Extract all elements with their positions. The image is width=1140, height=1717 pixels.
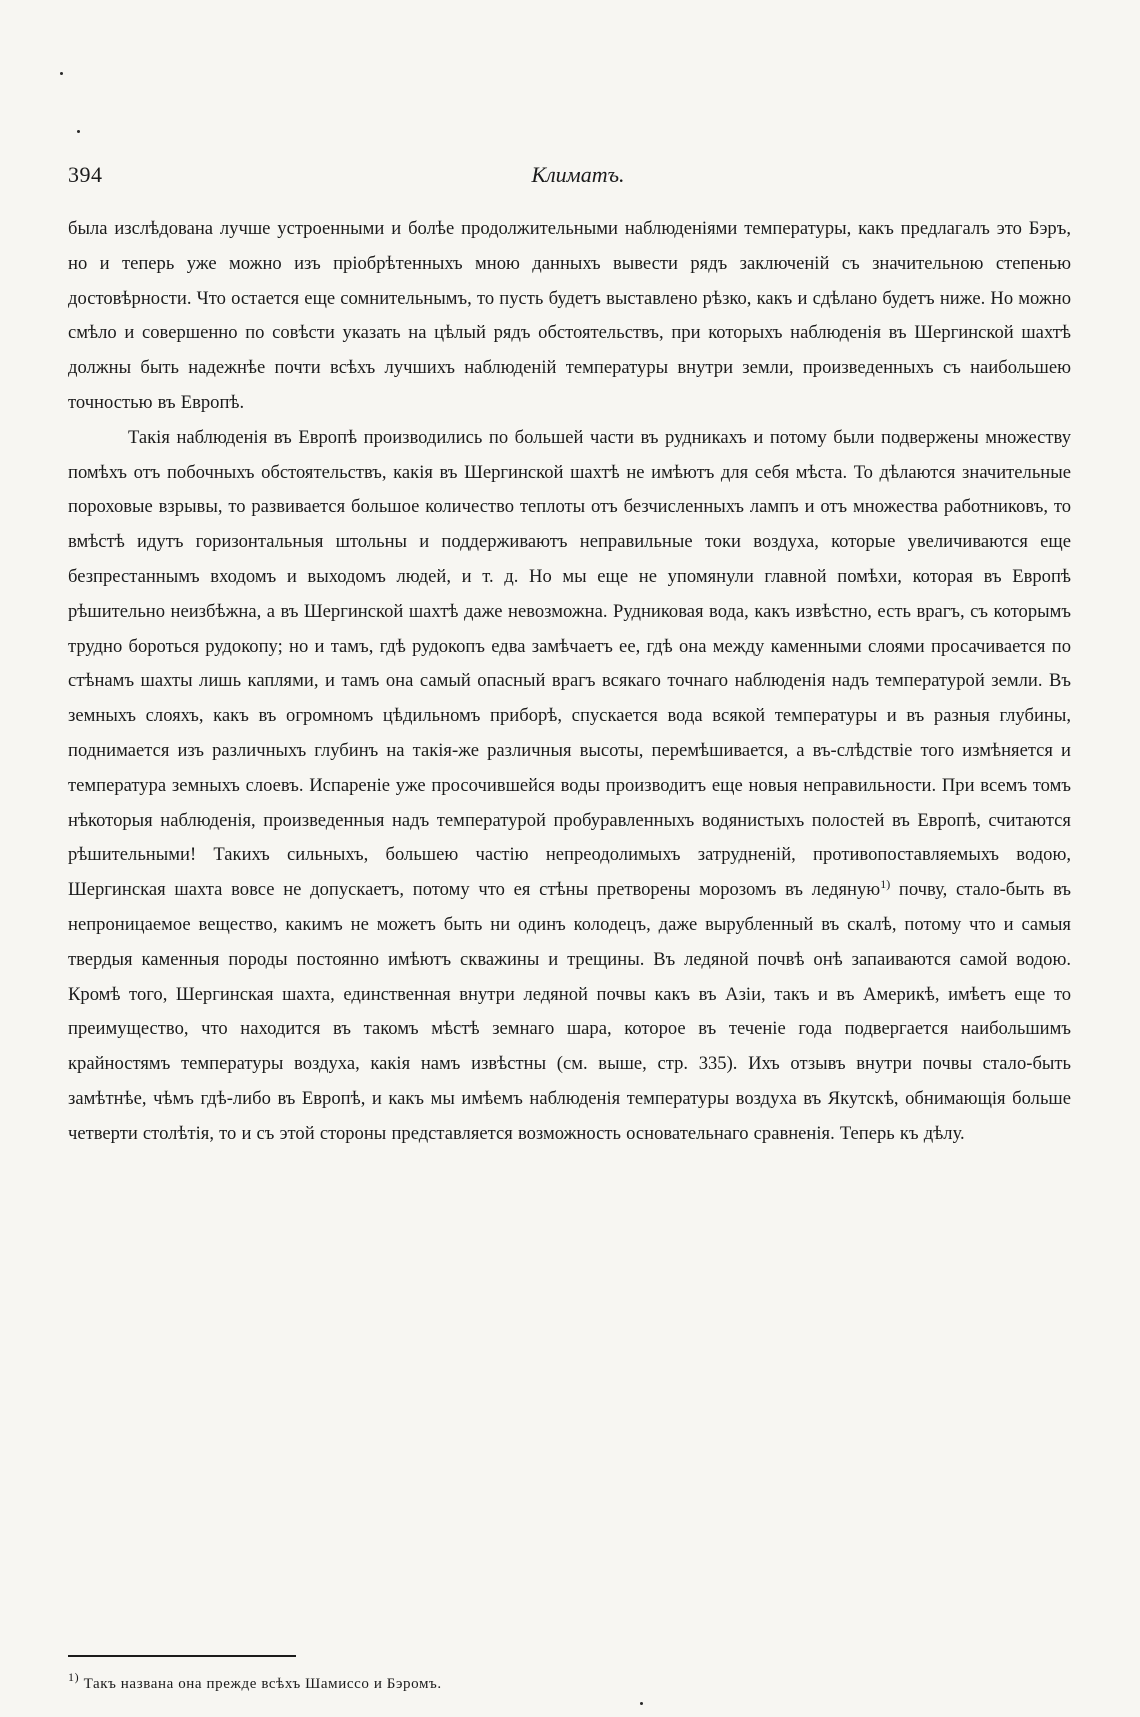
running-title: Климатъ.	[531, 162, 625, 187]
page-header	[68, 162, 1071, 196]
page-number: 394	[68, 162, 103, 187]
footnote-reference[interactable]: 1)	[880, 877, 891, 892]
paragraph-continued: была изслѣдована лучше устроенными и болѣе продолжительными наблюденіями температуры, какъ предлагалъ это Бэръ, но и теперь уже можно изъ пріобрѣтенныхъ мною данныхъ вывести рядъ заключеній съ значительною степенью достовѣрности. Что остается еще сомнительнымъ, то пусть будетъ выставлено рѣзко, какъ и сдѣлано будетъ ниже. Но можно смѣло и совершенно по совѣсти указать на цѣлый рядъ обстоятельствъ, при которыхъ наблюденія въ Шергинской шахтѣ должны быть надежнѣе почти всѣхъ лучшихъ наблюденій температуры внутри земли, произведенныхъ съ наибольшею точностью въ Европѣ.	[68, 218, 1071, 413]
footnote	[68, 1670, 442, 1693]
scan-speck	[640, 1702, 643, 1705]
footnote-separator	[68, 1655, 296, 1657]
paragraph-main	[68, 421, 1071, 1152]
footnote-text: Такъ названа она прежде всѣхъ Шамиссо и Бэромъ.	[83, 1676, 442, 1692]
scan-speck	[60, 72, 63, 75]
paragraph-main-text-after-note: почву, стало-быть въ непроницаемое вещество, какимъ не можетъ быть ни одинъ колодецъ, даже вырубленный въ скалѣ, потому что и самыя твердыя каменныя породы постоянно имѣютъ скважины и трещины. Въ ледяной почвѣ онѣ запаиваются самой водою. Кромѣ того, Шергинская шахта, единственная внутри ледяной почвы какъ въ Азіи, такъ и въ Америкѣ, имѣетъ еще то преимущество, что находится въ такомъ мѣстѣ земнаго шара, которое въ теченіе года подвергается наибольшимъ крайностямъ температуры воздуха, какія намъ извѣстны (см. выше, стр. 335). Ихъ отзывъ внутри почвы стало-быть замѣтнѣе, чѣмъ гдѣ-либо въ Европѣ, и какъ мы имѣемъ наблюденія температуры воздуха въ Якутскѣ, обнимающія больше четверти столѣтія, то и съ этой стороны представляется возможность основательнаго сравненія. Теперь къ дѣлу.	[68, 879, 1072, 1144]
body-text	[68, 212, 1071, 1152]
paragraph-main-text-before-note: Такія наблюденія въ Европѣ производились по большей части въ рудникахъ и потому были подвержены множеству помѣхъ отъ побочныхъ обстоятельствъ, какія въ Шергинской шахтѣ не имѣютъ для себя мѣста. То дѣлаются значительные пороховые взрывы, то развивается большое количество теплоты отъ безчисленныхъ лампъ и отъ множества работниковъ, то вмѣстѣ идутъ горизонтальныя штольны и поддерживаютъ неправильные токи воздуха, которые увеличиваются еще безпрестаннымъ входомъ и выходомъ людей, и т. д. Но мы еще не упомянули главной помѣхи, которая въ Европѣ рѣшительно неизбѣжна, а въ Шергинской шахтѣ даже невозможна. Рудниковая вода, какъ извѣстно, есть врагъ, съ которымъ трудно бороться рудокопу; но и тамъ, гдѣ рудокопъ едва замѣчаетъ ее, гдѣ она между каменными слоями просачивается по стѣнамъ шахты лишь каплями, и тамъ она самый опасный врагъ всякаго точнаго наблюденія надъ температурой земли. Въ земныхъ слояхъ, какъ въ огромномъ цѣдильномъ приборѣ, спускается вода всякой температуры и въ разныя глубины, поднимается изъ различныхъ глубинъ на такія-же различныя высоты, перемѣшивается, а въ-слѣдствіе того измѣняется и температура земныхъ слоевъ. Испареніе уже просочившейся воды производитъ еще новыя неправильности. При всемъ томъ нѣкоторыя наблюденія, произведенныя надъ температурой пробуравленныхъ водянистыхъ полостей въ Европѣ, считаются рѣшительными! Такихъ сильныхъ, большею частію непреодолимыхъ затрудненій, противопоставляемыхъ водою, Шергинская шахта вовсе не допускаетъ, потому что ея стѣны претворены морозомъ въ ледяную	[68, 426, 1071, 901]
footnote-marker: 1)	[68, 1670, 80, 1684]
scan-speck	[77, 130, 80, 133]
